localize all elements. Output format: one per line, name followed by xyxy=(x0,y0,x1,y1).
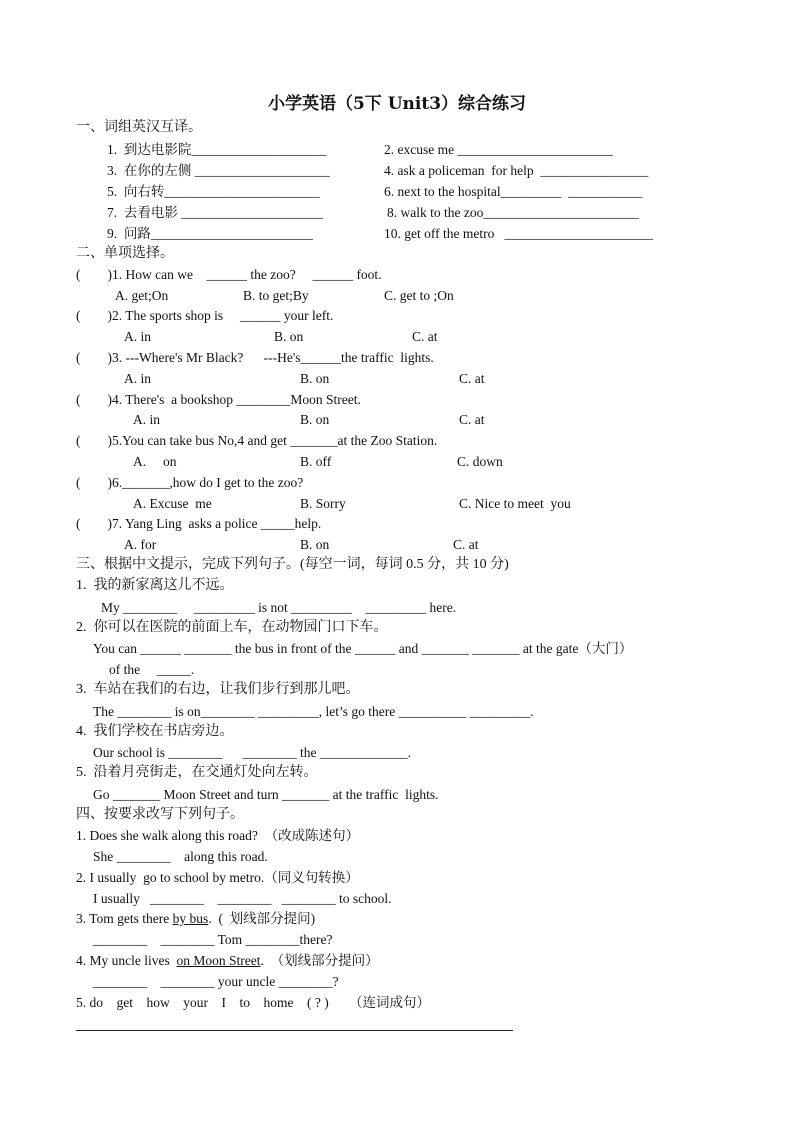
q6-opt-b: B. Sorry xyxy=(300,496,346,511)
s4-q4-suffix: . （划线部分提问） xyxy=(260,953,379,968)
s1-item-5: 5. 向右转_______________________ xyxy=(107,184,320,199)
q2: ( )2. The sports shop is ______ your left. xyxy=(76,308,334,323)
s4-q3-underlined: by bus xyxy=(172,911,209,926)
q2-opt-a: A. in xyxy=(124,329,151,344)
s1-item-7: 7. 去看电影 _____________________ xyxy=(107,205,323,220)
q1-opt-b: B. to get;By xyxy=(243,288,309,303)
s1-item-1: 1. 到达电影院____________________ xyxy=(107,142,327,157)
s4-q5-answer-line xyxy=(76,1030,513,1031)
q6: ( )6._______,how do I get to the zoo? xyxy=(76,475,304,490)
s4-q4-underlined: on Moon Street xyxy=(176,953,261,968)
section1-heading: 一、词组英汉互译。 xyxy=(76,120,202,135)
q7-opt-a: A. for xyxy=(124,537,157,552)
s4-q2: 2. I usually go to school by metro.（同义句转换） xyxy=(76,870,359,885)
s3-q3-english: The ________ is on________ _________, let’s go there __________ _________. xyxy=(93,704,534,719)
s3-q2-english: You can ______ _______ the bus in front of the ______ and _______ _______ at the gate（大门） xyxy=(93,641,633,656)
q5-opt-b: B. off xyxy=(300,454,332,469)
q7-opt-c: C. at xyxy=(453,537,479,552)
q3: ( )3. ---Where's Mr Black? ---He's______the traffic lights. xyxy=(76,350,434,365)
s4-q3-suffix: . ( 划线部分提问) xyxy=(208,911,316,926)
q3-opt-b: B. on xyxy=(300,371,330,386)
section3-heading: 三、根据中文提示，完成下列句子。(每空一词，每词 0.5 分，共 10 分) xyxy=(76,557,509,572)
q4-opt-a: A. in xyxy=(133,412,160,427)
q4-opt-c: C. at xyxy=(459,412,485,427)
s3-q4-chinese: 4. 我们学校在书店旁边。 xyxy=(76,724,234,739)
q1-opt-c: C. get to ;On xyxy=(384,288,454,303)
s3-q1-chinese: 1. 我的新家离这儿不远。 xyxy=(76,578,234,593)
section4-heading: 四、按要求改写下列句子。 xyxy=(76,807,244,822)
s1-item-4: 4. ask a policeman for help ________________ xyxy=(384,163,649,178)
s3-q1-english: My ________ _________ is not _________ _________ here. xyxy=(101,600,457,615)
q3-opt-a: A. in xyxy=(124,371,151,386)
q2-opt-c: C. at xyxy=(412,329,438,344)
s4-q4-answer: ________ ________ your uncle ________? xyxy=(93,974,339,989)
q5-opt-c: C. down xyxy=(457,454,503,469)
s3-q2-english-cont: of the _____. xyxy=(109,662,195,677)
s1-item-6: 6. next to the hospital_________ ___________ xyxy=(384,184,643,199)
q5-opt-a: A. on xyxy=(133,454,177,469)
s1-item-3: 3. 在你的左侧 ____________________ xyxy=(107,163,330,178)
s4-q3 xyxy=(76,910,315,927)
s4-q1-answer: She ________ along this road. xyxy=(93,849,268,864)
s1-item-9: 9. 问路________________________ xyxy=(107,226,313,241)
s4-q5: 5. do get how your I to home ( ? ) （连词成句） xyxy=(76,995,430,1010)
s4-q3-prefix: 3. Tom gets there xyxy=(76,911,173,926)
s3-q3-chinese: 3. 车站在我们的右边，让我们步行到那儿吧。 xyxy=(76,682,360,697)
q2-opt-b: B. on xyxy=(274,329,304,344)
s3-q5-english: Go _______ Moon Street and turn _______ at the traffic lights. xyxy=(93,787,439,802)
s4-q3-answer: ________ ________ Tom ________there? xyxy=(93,932,333,947)
q6-opt-c: C. Nice to meet you xyxy=(459,496,571,511)
s1-item-10: 10. get off the metro ______________________ xyxy=(384,226,653,241)
q1-opt-a: A. get;On xyxy=(115,288,169,303)
q1: ( )1. How can we ______ the zoo? ______ foot. xyxy=(76,267,382,282)
q3-opt-c: C. at xyxy=(459,371,485,386)
q4: ( )4. There's a bookshop ________Moon Street. xyxy=(76,392,361,407)
page-title: 小学英语（5下 Unit3）综合练习 xyxy=(267,94,527,114)
s4-q1: 1. Does she walk along this road? （改成陈述句） xyxy=(76,828,360,843)
s3-q5-chinese: 5. 沿着月亮街走，在交通灯处向左转。 xyxy=(76,765,318,780)
section2-heading: 二、单项选择。 xyxy=(76,246,174,261)
s1-item-8: 8. walk to the zoo_______________________ xyxy=(387,205,639,220)
s4-q2-answer: I usually ________ ________ ________ to school. xyxy=(93,891,392,906)
q4-opt-b: B. on xyxy=(300,412,330,427)
q7: ( )7. Yang Ling asks a police _____help. xyxy=(76,516,322,531)
s4-q4 xyxy=(76,952,379,969)
q5: ( )5.You can take bus No,4 and get _______at the Zoo Station. xyxy=(76,433,438,448)
q6-opt-a: A. Excuse me xyxy=(133,496,212,511)
s3-q2-chinese: 2. 你可以在医院的前面上车，在动物园门口下车。 xyxy=(76,620,388,635)
q7-opt-b: B. on xyxy=(300,537,330,552)
s1-item-2: 2. excuse me _______________________ xyxy=(384,142,613,157)
s3-q4-english: Our school is ________ ________ the _____________. xyxy=(93,745,411,760)
s4-q4-prefix: 4. My uncle lives xyxy=(76,953,177,968)
